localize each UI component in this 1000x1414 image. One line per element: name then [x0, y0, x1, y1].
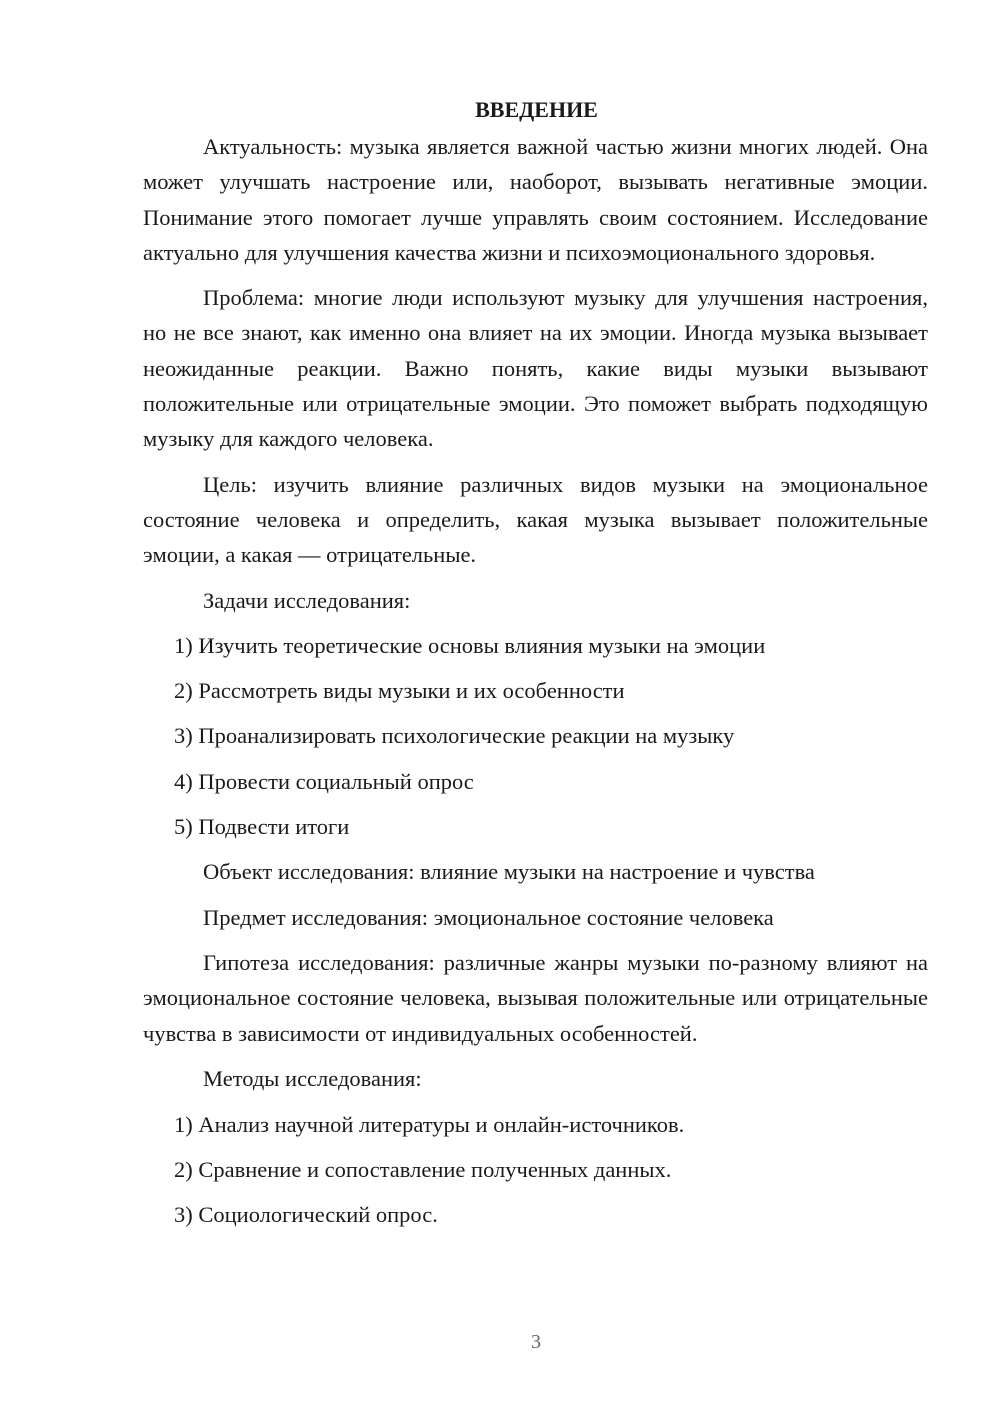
- task-item: 3) Проанализировать психологические реакции на музыку: [174, 723, 735, 749]
- method-item: 3) Социологический опрос.: [174, 1202, 438, 1228]
- methods-heading: Методы исследования:: [203, 1066, 422, 1092]
- page-number: 3: [531, 1331, 541, 1353]
- method-item: 2) Сравнение и сопоставление полученных данных.: [174, 1156, 672, 1182]
- subject-line: Предмет исследования: эмоциональное состояние человека: [203, 904, 774, 930]
- page-title: ВВЕДЕНИЕ: [475, 97, 598, 122]
- relevance-paragraph: Актуальность: музыка является важной частью жизни многих людей. Она может улучшать настроение или, наоборот, вызывать негативные эмоции. Понимание этого помогает лучше управлять своим состоянием. Исследование актуально для улучшения качества жизни и психоэмоционального здоровья.: [143, 134, 928, 265]
- hypothesis-paragraph: Гипотеза исследования: различные жанры музыки по-разному влияют на эмоциональное состояние человека, вызывая положительные или отрицательные чувства в зависимости от индивидуальных особенностей.: [143, 949, 928, 1046]
- task-item: 2) Рассмотреть виды музыки и их особенности: [174, 678, 625, 704]
- document-page: [143, 92, 928, 1233]
- object-line: Объект исследования: влияние музыки на настроение и чувства: [203, 859, 815, 885]
- task-item: 1) Изучить теоретические основы влияния музыки на эмоции: [174, 632, 766, 658]
- methods-list: [143, 1107, 928, 1233]
- tasks-heading: Задачи исследования:: [203, 587, 411, 613]
- goal-paragraph: Цель: изучить влияние различных видов музыки на эмоциональное состояние человека и определить, какая музыка вызывает положительные эмоции, а какая — отрицательные.: [143, 471, 928, 568]
- task-item: 4) Провести социальный опрос: [174, 768, 474, 794]
- problem-paragraph: Проблема: многие люди используют музыку для улучшения настроения, но не все знают, как именно она влияет на их эмоции. Иногда музыка вызывает неожиданные реакции. Важно понять, какие виды музыки вызывают положительные или отрицательные эмоции. Это поможет выбрать подходящую музыку для каждого человека.: [143, 285, 928, 452]
- method-item: 1) Анализ научной литературы и онлайн-источников.: [174, 1111, 685, 1137]
- task-item: 5) Подвести итоги: [174, 814, 350, 840]
- tasks-list: [143, 628, 928, 844]
